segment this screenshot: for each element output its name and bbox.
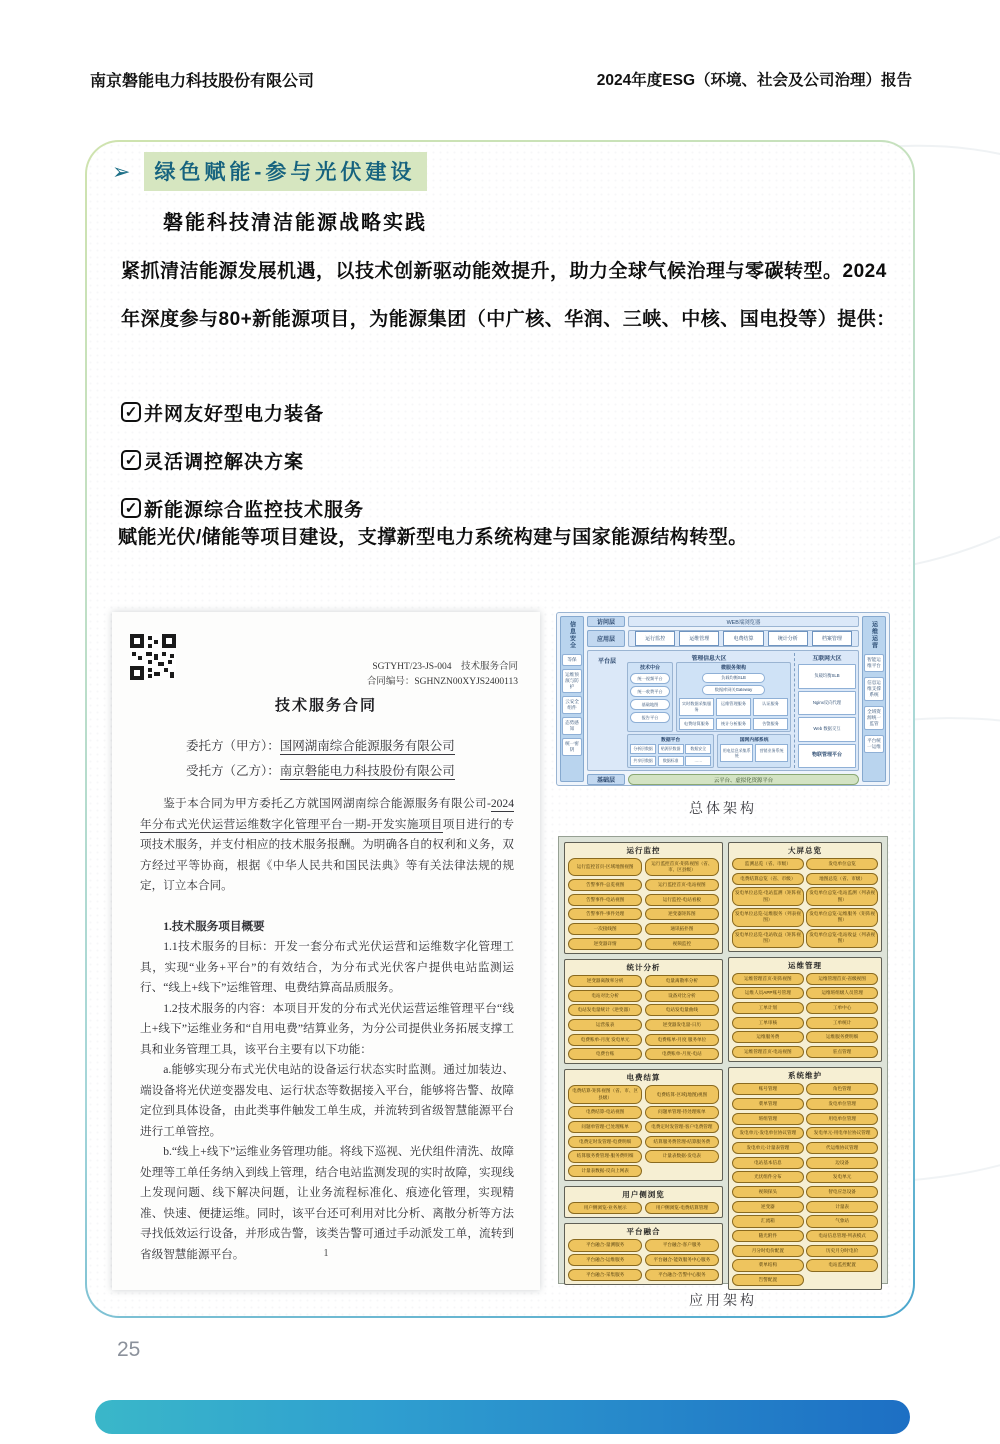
feature-pill: 逆变器离散率分析 bbox=[568, 975, 642, 987]
feature-pill: 地图总览（省、市级） bbox=[806, 873, 878, 885]
microservice-box: 实时数据采集服务 bbox=[679, 698, 714, 716]
internal-system-box: 用电信息采集系统 bbox=[720, 744, 753, 762]
section-paragraph: 紧抓清洁能源发展机遇，以技术创新驱动能效提升，助力全球气候治理与零碳转型。2024年深度参与80+新能源项目，为能源集团（中广核、华润、三峡、中核、国电投等）提供： bbox=[121, 261, 896, 330]
feature-pill: 视频探头 bbox=[732, 1186, 804, 1198]
party-b-name: 南京磐能电力科技股份有限公司 bbox=[279, 764, 455, 778]
party-b-label: 受托方（乙方）： bbox=[186, 764, 280, 778]
app-arch-section-platform-fusion bbox=[564, 1223, 723, 1285]
section-title: 大屏总览 bbox=[788, 846, 822, 855]
ops-box: 平台统一运维 bbox=[864, 735, 884, 753]
microservice-panel bbox=[676, 662, 791, 732]
section-title-row bbox=[112, 152, 427, 191]
application-layer-row bbox=[587, 630, 859, 647]
base-layer-pill: 云平台、虚拟化资源平台 bbox=[628, 774, 859, 785]
feature-pill: 工单计划 bbox=[732, 1002, 804, 1014]
feature-pill: 一次接线图 bbox=[568, 923, 642, 935]
microservice-title: 微服务架构 bbox=[720, 665, 746, 671]
feature-pill: 电站信息管理-列表模式 bbox=[806, 1230, 878, 1242]
page-number: 25 bbox=[117, 1338, 141, 1361]
application-module-box: 档案管理 bbox=[812, 631, 852, 646]
feature-pill: 气象站 bbox=[806, 1215, 878, 1227]
feature-pill: 发电单位总览 bbox=[806, 858, 878, 870]
checkbox-checked-icon: ✓ bbox=[121, 450, 141, 470]
application-module-box: 运行监控 bbox=[635, 631, 675, 646]
feature-pill: 运维管理首页-电站视图 bbox=[732, 1046, 804, 1058]
feature-pill: 驻点管理 bbox=[806, 1046, 878, 1058]
internal-systems-panel bbox=[717, 734, 791, 768]
feature-pill: 电费定时发管理-客户电费管理 bbox=[645, 1121, 719, 1133]
feature-pill: 发电单位总览-电站收益（矩阵视图） bbox=[732, 929, 804, 947]
pill-list bbox=[568, 858, 719, 950]
feature-pill: 电站发电量曲线 bbox=[645, 1004, 719, 1016]
security-sidebar bbox=[560, 616, 584, 782]
tech-middle-pill: 报告平台 bbox=[630, 712, 670, 723]
security-sidebar-title: 信息安全 bbox=[568, 621, 575, 649]
feature-pill: 用电单位管理 bbox=[806, 1113, 878, 1125]
feature-pill: 运行监控-电站看板 bbox=[645, 894, 719, 906]
feature-pill: 代运维协议管理 bbox=[806, 1142, 878, 1154]
data-platform-panel bbox=[627, 734, 714, 768]
iot-platform-box: 物联管理平台 bbox=[798, 744, 856, 769]
feature-pill: 设备对比分析 bbox=[645, 990, 719, 1002]
feature-pill: 平台融合-客户服务 bbox=[645, 1239, 719, 1251]
internet-zone bbox=[794, 653, 856, 768]
pill-list bbox=[732, 973, 878, 1059]
app-arch-section-statistics bbox=[564, 959, 723, 1065]
section-title: 电费结算 bbox=[626, 1073, 661, 1083]
checklist-item-label: 新能源综合监控技术服务 bbox=[144, 499, 365, 521]
contract-code-block bbox=[367, 660, 518, 690]
feature-pill: 运行监控首页-电站视图 bbox=[645, 879, 719, 891]
overall-arch-caption: 总体架构 bbox=[689, 802, 757, 817]
pill-list bbox=[732, 858, 878, 948]
party-a-name: 国网湖南综合能源服务有限公司 bbox=[279, 739, 455, 753]
feature-pill: 运维人员APP账号管理 bbox=[732, 987, 804, 999]
arrow-icon: ➢ bbox=[112, 158, 131, 184]
tech-middle-title: 技术中台 bbox=[639, 665, 660, 671]
checklist bbox=[121, 388, 364, 532]
party-b-line bbox=[186, 759, 455, 784]
access-layer-box: WEB端浏览器 bbox=[628, 616, 859, 627]
feature-pill: 发电单位总览-运维服务（列表视图） bbox=[732, 908, 804, 926]
checklist-item bbox=[121, 436, 364, 484]
ops-box: 信息运维支撑系统 bbox=[864, 677, 884, 701]
contract-doc-code: SGTYHT/23-JS-004 技术服务合同 bbox=[372, 662, 518, 672]
footer-wave-decoration bbox=[95, 1400, 910, 1434]
header-report-title: 2024年度ESG（环境、社会及公司治理）报告 bbox=[596, 72, 912, 89]
contract-document-scan bbox=[112, 612, 540, 1290]
data-platform-box: 共享层数据 bbox=[630, 756, 656, 766]
feature-pill: 发电单元 bbox=[806, 1171, 878, 1183]
data-platform-box: …… bbox=[685, 756, 711, 766]
microservice-list bbox=[679, 698, 788, 730]
contract-title: 技术服务合同 bbox=[274, 698, 377, 714]
feature-pill: 平台融合-运维服务 bbox=[568, 1254, 642, 1266]
feature-pill: 发电单位总览-电站收益（列表视图） bbox=[806, 929, 878, 947]
app-arch-section-dashboard bbox=[728, 842, 882, 952]
feature-pill: 电费账单-月度 服务单位 bbox=[645, 1034, 719, 1046]
feature-pill: 发电单元-计量表管理 bbox=[732, 1142, 804, 1154]
feature-pill: 账号管理 bbox=[732, 1083, 804, 1095]
microservice-box: 运维管理服务 bbox=[716, 698, 751, 716]
app-arch-section-user-side bbox=[564, 1186, 723, 1218]
feature-pill: 月分时电价配置 bbox=[732, 1245, 804, 1257]
contract-page-number: 1 bbox=[323, 1248, 329, 1259]
feature-pill: 逆变器发电量-日历 bbox=[645, 1019, 719, 1031]
security-box-list bbox=[562, 654, 582, 756]
feature-pill: 平台融合-采集服务 bbox=[568, 1269, 642, 1281]
contract-para-1-2: 1.2技术服务的内容：本项目开发的分布式光伏运营运维管理平台“线上+线下”运维业务和“自用电费”结算业务，为分公司提供业务拓展支撑工具和业务管理工具，该平台主要有以下功能： bbox=[140, 1001, 514, 1056]
data-platform-list bbox=[630, 744, 711, 766]
feature-pill: 告警配置 bbox=[732, 1274, 804, 1286]
base-layer-label: 基础层 bbox=[587, 774, 625, 785]
internal-systems-title: 国网内部系统 bbox=[739, 738, 769, 743]
feature-pill: 运行监控首页-矩阵视图（省、市、区县级） bbox=[645, 858, 719, 876]
section-title-highlight bbox=[144, 152, 427, 191]
feature-pill: 电站发电量统计（逆变器） bbox=[568, 1004, 642, 1016]
checklist-item-label: 并网友好型电力装备 bbox=[144, 403, 325, 425]
header-company-name: 南京磐能电力科技股份有限公司 bbox=[90, 73, 315, 90]
feature-pill: 发电单位总览-电站监测（矩阵视图） bbox=[732, 887, 804, 905]
section-title: 系统维护 bbox=[788, 1071, 822, 1081]
feature-pill: 发电单元-用电单位协议管理 bbox=[806, 1127, 878, 1139]
feature-pill: 电站对比分析 bbox=[568, 990, 642, 1002]
application-module-box: 统计分析 bbox=[768, 631, 808, 646]
feature-pill: 菜单结构 bbox=[732, 1259, 804, 1271]
section-title: 用户侧浏览 bbox=[622, 1190, 665, 1200]
feature-pill: 问题单管理-已处理账单 bbox=[568, 1121, 642, 1133]
platform-layer-row bbox=[587, 650, 859, 771]
contract-body bbox=[140, 794, 514, 1265]
feature-pill: 平台融合-量测服务 bbox=[568, 1239, 642, 1251]
pill-list bbox=[568, 975, 719, 1061]
feature-pill: 角色管理 bbox=[806, 1083, 878, 1095]
feature-pill: 结算服务费管理-服务费明细 bbox=[568, 1150, 642, 1162]
pill-list bbox=[568, 1202, 719, 1214]
feature-pill: 发电单位总览-电站监测（列表视图） bbox=[806, 887, 878, 905]
feature-pill: 计量表 bbox=[806, 1201, 878, 1213]
qr-code bbox=[130, 634, 176, 680]
checkbox-checked-icon: ✓ bbox=[121, 498, 141, 518]
feature-pill: 工单审核 bbox=[732, 1017, 804, 1029]
feature-pill: 工单中心 bbox=[806, 1002, 878, 1014]
tech-middle-pill: 统一收费平台 bbox=[630, 686, 670, 697]
app-arch-section-billing bbox=[564, 1069, 723, 1181]
party-a-label: 委托方（甲方）： bbox=[186, 739, 280, 753]
feature-pill: 电站监控配置 bbox=[806, 1259, 878, 1271]
data-platform-box: 数据安全 bbox=[685, 744, 711, 754]
security-box: 统一密钥 bbox=[562, 738, 582, 756]
preamble-part1: 鉴于本合同为甲方委托乙方就国网湖南综合能源服务有限公司- bbox=[163, 797, 491, 810]
contract-number: 合同编号：SGHNZN00XYJS2400113 bbox=[366, 677, 518, 687]
feature-pill: 运行监控首页-区域地图视图 bbox=[568, 858, 642, 876]
preamble-part2: 项目进行的专项技术服务，并支付相应的技术服务报酬。为明确各自的权利和义务，双方经过平等协商，根据《中华人民共和国民法典》等有关法律法规的规定，订立本合同。 bbox=[140, 817, 514, 892]
feature-pill: 电费结算总览（省、市级） bbox=[732, 873, 804, 885]
feature-pill: 汇流箱 bbox=[732, 1215, 804, 1227]
data-platform-box: 分析层数据 bbox=[630, 744, 656, 754]
feature-pill: 历史月分时电价 bbox=[806, 1245, 878, 1257]
feature-pill: 电站基本信息 bbox=[732, 1157, 804, 1169]
microservice-box: 统计分析服务 bbox=[716, 718, 751, 730]
platform-layer-panel bbox=[587, 650, 859, 771]
feature-pill: 告警事件-总览视图 bbox=[568, 879, 642, 891]
feature-pill: 电费结算-电站视图 bbox=[568, 1106, 642, 1118]
security-box: 云安全组件 bbox=[562, 696, 582, 714]
feature-pill: 菜单管理 bbox=[732, 1098, 804, 1110]
management-zone-bottom bbox=[627, 734, 791, 768]
overall-architecture-diagram bbox=[556, 612, 890, 786]
feature-pill: 监测总览（省、市级） bbox=[732, 858, 804, 870]
preamble-project-name: 2024年分布式光伏运营运维数字化管理平台一期-开发实施项目 bbox=[140, 797, 514, 831]
feature-pill: 电费账单-月度-电站 bbox=[645, 1048, 719, 1060]
app-arch-section-om bbox=[728, 957, 882, 1063]
section-title: 运行监控 bbox=[626, 846, 661, 855]
app-arch-section-maintenance bbox=[728, 1067, 882, 1290]
section-title: 平台融合 bbox=[626, 1227, 661, 1237]
feature-pill: 用户侧浏览-电费结算管理 bbox=[645, 1202, 719, 1214]
contract-section1-title: 1.技术服务项目概要 bbox=[163, 919, 265, 933]
application-arch-caption: 应用架构 bbox=[689, 1294, 757, 1309]
data-platform-title: 数据平台 bbox=[661, 738, 681, 743]
internet-zone-box: Web 数据交互 bbox=[798, 717, 856, 742]
management-zone bbox=[627, 653, 791, 768]
ops-box: 智能运维平台 bbox=[864, 654, 884, 672]
party-a-line bbox=[186, 734, 455, 759]
contract-preamble bbox=[140, 794, 514, 897]
tech-middle-pill: 统一视频平台 bbox=[630, 673, 670, 684]
internet-zone-title: 互联网大区 bbox=[812, 656, 842, 662]
ops-sidebar-title: 运维运营 bbox=[870, 621, 877, 649]
feature-pill: 发电单位管理 bbox=[806, 1098, 878, 1110]
security-box: 运维预演与防护 bbox=[562, 669, 582, 693]
access-layer-label: 访问层 bbox=[587, 616, 625, 627]
management-zone-top bbox=[627, 662, 791, 732]
contract-para-1-1: 1.1技术服务的目标：开发一套分布式光伏运营和运维数字化管理工具，实现“业务+平台”的有效结合，为分布式光伏客户提供电站监测运行、“线上+线下”运维管理、电费结算高品质服务。 bbox=[140, 940, 514, 994]
data-platform-box: 数据标准 bbox=[658, 756, 684, 766]
tech-middle-pill: 基础地图 bbox=[630, 699, 670, 710]
microservice-box: 告警服务 bbox=[753, 718, 788, 730]
pill-list bbox=[568, 1085, 719, 1177]
pill-list bbox=[732, 1083, 878, 1286]
microservice-box: 认证服务 bbox=[753, 698, 788, 716]
tech-middle-platform bbox=[627, 662, 673, 732]
feature-pill: 逆变器 bbox=[732, 1201, 804, 1213]
feature-pill: 运维服务费 bbox=[732, 1031, 804, 1043]
feature-pill: 运维管理首页-省级视图 bbox=[806, 973, 878, 985]
feature-pill: 电费结算-矩阵视图（省、市、区县级） bbox=[568, 1085, 642, 1103]
base-layer-row bbox=[587, 774, 859, 785]
feature-pill: 通讯拓扑图 bbox=[645, 923, 719, 935]
feature-pill: 运维服务费明细 bbox=[806, 1031, 878, 1043]
tech-middle-pill-list bbox=[629, 673, 671, 723]
feature-pill: 计量表数据-反向上网表 bbox=[568, 1165, 642, 1177]
microservice-box: 电费结算服务 bbox=[679, 718, 714, 730]
feature-pill: 发电单位总览-运维服务（矩阵视图） bbox=[806, 908, 878, 926]
app-arch-section-run-monitor bbox=[564, 842, 723, 954]
application-architecture-diagram bbox=[558, 836, 888, 1284]
checklist-item bbox=[121, 388, 364, 436]
access-layer-row bbox=[587, 616, 859, 627]
feature-pill: 电费定时发管理-电费明细 bbox=[568, 1136, 642, 1148]
feature-pill: 运维管理首页-矩阵视图 bbox=[732, 973, 804, 985]
section-title: 统计分析 bbox=[626, 962, 661, 972]
feature-pill: 计量表数据-发电表 bbox=[645, 1150, 719, 1162]
feature-pill: 平台融合-能效服务中心服务 bbox=[645, 1254, 719, 1266]
feature-pill: 逆变器详情 bbox=[568, 938, 642, 950]
application-layer-label: 应用层 bbox=[587, 630, 625, 647]
data-platform-box: 贴源层数据 bbox=[658, 744, 684, 754]
feature-pill: 逆变器矩阵图 bbox=[645, 908, 719, 920]
ops-sidebar bbox=[862, 616, 886, 782]
feature-pill: 班组管理 bbox=[732, 1113, 804, 1125]
internet-zone-box: 负载均衡SLB bbox=[798, 664, 856, 689]
section-subtitle: 磐能科技清洁能源战略实践 bbox=[163, 212, 427, 234]
feature-pill: 运营报表 bbox=[568, 1019, 642, 1031]
feature-pill: 智电应急设备 bbox=[806, 1186, 878, 1198]
feature-pill: 结算服务费管理-结算服务费 bbox=[645, 1136, 719, 1148]
db-gateway-box: 数据库网关Gateway bbox=[702, 685, 765, 695]
feature-pill: 告警事件-事件处理 bbox=[568, 908, 642, 920]
feature-pill: 问题单管理-待处理账单 bbox=[645, 1106, 719, 1118]
application-module-box: 电费结算 bbox=[723, 631, 763, 646]
contract-para-a: a.能够实现分布式光伏电站的设备运行状态实时监测。通过加装边、端设备将光伏逆变器发电、运行状态等数据接入平台，能够将告警、故障定位到具体设备，由此类事件触发工单生成，并流转到省级智慧能源平台进行工单管控。 bbox=[140, 1063, 514, 1138]
checklist-item-label: 灵活调控解决方案 bbox=[144, 451, 305, 473]
feature-pill: 电费账单-月度 发电单元 bbox=[568, 1034, 642, 1046]
internal-systems-list bbox=[720, 744, 788, 762]
application-module-list bbox=[628, 630, 859, 647]
application-module-box: 运维管理 bbox=[679, 631, 719, 646]
feature-pill: 用户侧浏览-业务展示 bbox=[568, 1202, 642, 1214]
feature-pill: 告警事件-电站视图 bbox=[568, 894, 642, 906]
feature-pill: 随光附件 bbox=[732, 1230, 804, 1242]
feature-pill: 光伏组件分布 bbox=[732, 1171, 804, 1183]
feature-pill: 电量离散率分析 bbox=[645, 975, 719, 987]
internal-system-box: 营销业务系统 bbox=[755, 744, 788, 762]
pill-list bbox=[568, 1239, 719, 1281]
app-arch-right-column bbox=[728, 842, 882, 1283]
contract-para-b: b.“线上+线下”运维业务管理功能。将线下巡视、光伏组件清洗、故障处理等工单任务纳入到线上管理，结合电站监测发现的实时故障，实现线上发现问题、线下解决问题，让业务流程标准化、痕迹化管理，实现精准、快速、便捷运维。同时，该平台还可利用对比分析、离散分析等方法寻找低效运行设备，并形成告警，该类告警可通过手动派发工单，流转到省级智慧能源平台。 bbox=[140, 1145, 514, 1261]
app-arch-left-column bbox=[564, 842, 723, 1278]
section-title: 运维管理 bbox=[788, 960, 822, 970]
ops-box: 全域资源统一监管 bbox=[864, 706, 884, 730]
overall-arch-main bbox=[587, 616, 859, 782]
feature-pill: 运维班组级人员管理 bbox=[806, 987, 878, 999]
ops-box-list bbox=[864, 654, 884, 753]
feature-pill: 平台融合-告警中心服务 bbox=[645, 1269, 719, 1281]
feature-pill: 边设备 bbox=[806, 1157, 878, 1169]
feature-pill: 工单统计 bbox=[806, 1017, 878, 1029]
management-zone-title: 管理信息大区 bbox=[691, 656, 727, 662]
feature-pill: 视频监控 bbox=[645, 938, 719, 950]
feature-pill: 电费结算-区域(地图)视图 bbox=[645, 1085, 719, 1103]
contract-parties bbox=[186, 734, 455, 784]
platform-layer-label: 平台层 bbox=[597, 659, 616, 665]
checkbox-checked-icon: ✓ bbox=[121, 402, 141, 422]
internet-zone-box: Nginx反向代理 bbox=[798, 691, 856, 716]
security-box: 态势感知 bbox=[562, 717, 582, 735]
security-box: 等保 bbox=[562, 654, 582, 666]
feature-pill: 电费台账 bbox=[568, 1048, 642, 1060]
load-balancer-box: 负载均衡SLB bbox=[702, 673, 765, 683]
section-title: 绿色赋能-参与光伏建设 bbox=[154, 161, 416, 184]
section-closing-line: 赋能光伏/储能等项目建设，支撑新型电力系统构建与国家能源结构转型。 bbox=[118, 527, 748, 548]
feature-pill: 发电单元-发电单位协议管理 bbox=[732, 1127, 804, 1139]
